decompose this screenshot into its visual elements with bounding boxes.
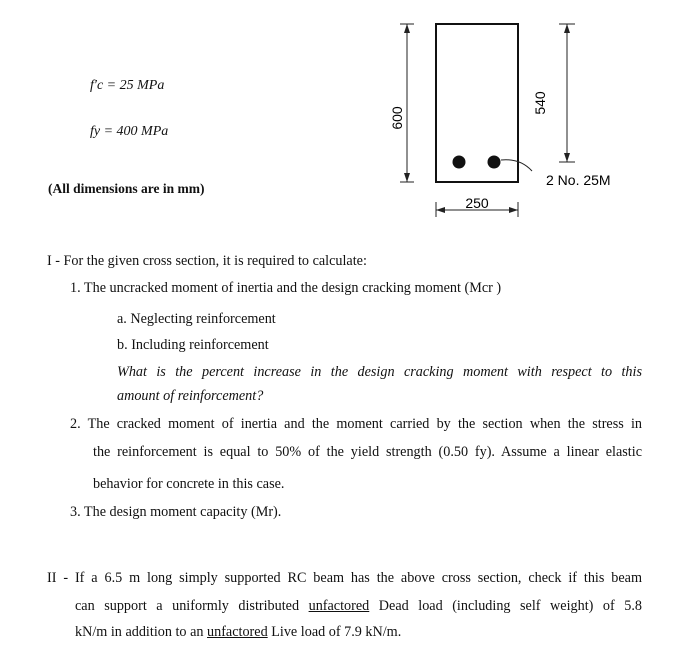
depth-label: 540 (532, 91, 548, 115)
part1-item3: 3. The design moment capacity (Mr). (70, 504, 282, 520)
part1-item1b: b. Including reinforcement (117, 337, 269, 353)
part1-question-line2: amount of reinforcement? (117, 388, 264, 404)
bars-label: 2 No. 25M (546, 172, 611, 188)
part2-line3 (75, 620, 401, 645)
dimensions-note: (All dimensions are in mm) (48, 181, 205, 196)
part2-line3-post: Live load of 7.9 kN/m. (267, 624, 402, 640)
height-label: 600 (389, 106, 405, 130)
cross-section-diagram (370, 18, 660, 218)
rebar-right (488, 156, 501, 169)
part1-question-line1: What is the percent increase in the design cracking moment with respect to this (117, 364, 642, 380)
part2-line3-unfactored: unfactored (207, 624, 268, 640)
part1-item2-line3: behavior for concrete in this case. (93, 476, 285, 492)
part1-item1: 1. The uncracked moment of inertia and the design cracking moment (Mcr ) (70, 280, 502, 296)
part2-line3-pre: kN/m in addition to an (75, 624, 208, 640)
part1-item1a: a. Neglecting reinforcement (117, 311, 276, 327)
part2-line2-pre: can support a uniformly distributed (75, 598, 309, 614)
part2-line2-post: Dead load (including self weight) of 5.8 (369, 598, 642, 614)
beam-section (436, 24, 518, 182)
part1-item2-line2: the reinforcement is equal to 50% of the yield strength (0.50 fy). Assume a linear elastic (93, 444, 642, 460)
part2-line1: II - If a 6.5 m long simply supported RC beam has the above cross section, check if this beam (47, 570, 642, 586)
part1-item2-line1: 2. The cracked moment of inertia and the moment carried by the section when the stress in (70, 416, 642, 432)
part2-line2-unfactored: unfactored (308, 598, 370, 614)
part2-line2 (75, 594, 642, 619)
fc-label: f′c = 25 MPa (90, 78, 165, 93)
width-label: 250 (465, 195, 489, 211)
part1-heading: I - For the given cross section, it is required to calculate: (47, 253, 367, 269)
fy-label: fy = 400 MPa (90, 124, 169, 139)
rebar-left (453, 156, 466, 169)
